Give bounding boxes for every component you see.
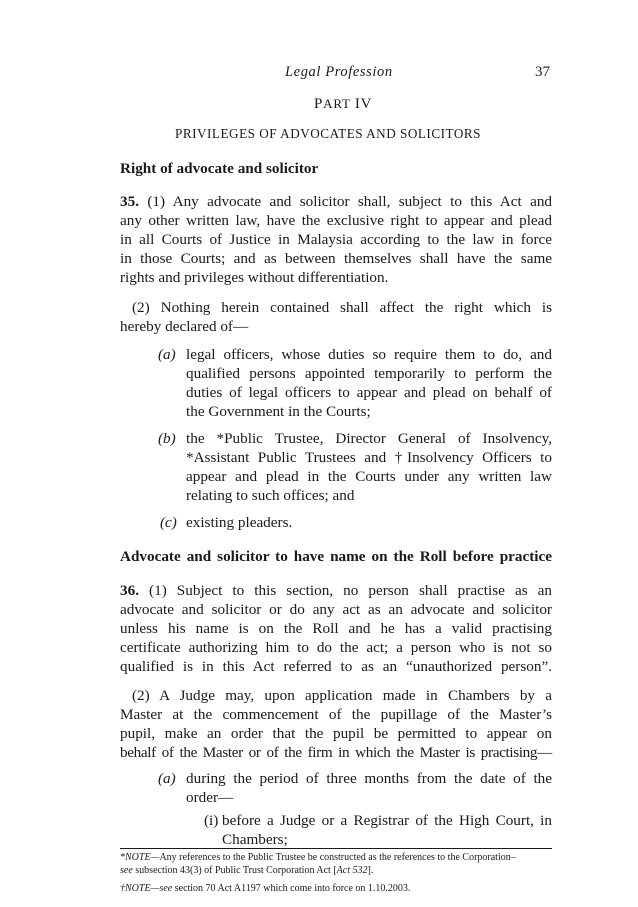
part-title: PRIVILEGES OF ADVOCATES AND SOLICITORS bbox=[175, 126, 481, 141]
section-36-heading: Advocate and solicitor to have name on the Roll before practice bbox=[120, 548, 552, 565]
section-36-p2-line: behalf of the Master or of the firm in which the Master is practising— bbox=[120, 744, 552, 761]
item-b-line: *Assistant Public Trustees and †Insolvency Officers to bbox=[186, 449, 552, 466]
part-number: IV bbox=[354, 96, 373, 112]
footnote-2: †NOTE—see section 70 Act A1197 which come into force on 1.10.2003. bbox=[120, 883, 411, 894]
section-36-p2-line: Master at the commencement of the pupillage of the Master’s bbox=[120, 706, 552, 723]
item-a-line: the Government in the Courts; bbox=[186, 403, 371, 420]
item-36a-line: during the period of three months from the date of the bbox=[186, 770, 552, 787]
section-35-heading: Right of advocate and solicitor bbox=[120, 160, 319, 177]
item-a-line: legal officers, whose duties so require them to do, and bbox=[186, 346, 552, 363]
footnote-1-line-1: *NOTE—Any references to the Public Trustee be constructed as the references to the Corporation– bbox=[120, 852, 516, 863]
part-prefix-rest: ART bbox=[323, 96, 351, 111]
sub-i-line: Chambers; bbox=[222, 831, 288, 848]
section-35-p1-line: 35. (1) Any advocate and solicitor shall, subject to this Act and bbox=[120, 193, 553, 210]
section-36-p1-line: 36. (1) Subject to this section, no person shall practise as an bbox=[120, 582, 552, 599]
item-b-line: the *Public Trustee, Director General of Insolvency, bbox=[186, 430, 552, 447]
footnote-1-line-2: see subsection 43(3) of Public Trust Corporation Act [Act 532]. bbox=[120, 865, 374, 876]
item-c-line: existing pleaders. bbox=[186, 514, 293, 531]
page-number: 37 bbox=[535, 64, 550, 80]
item-36a-label: (a) bbox=[158, 770, 176, 787]
sub-i-line: before a Judge or a Registrar of the High Court, in bbox=[222, 812, 552, 829]
item-b-line: relating to such offices; and bbox=[186, 487, 355, 504]
running-title: Legal Profession bbox=[285, 64, 393, 80]
part-prefix-initial: P bbox=[314, 96, 324, 112]
part-heading bbox=[314, 96, 372, 113]
item-b-label: (b) bbox=[158, 430, 176, 447]
section-36-p1-line: unless his name is on the Roll and he has a valid practising bbox=[120, 620, 552, 637]
section-36-p1-line: qualified is in this Act referred to as an “unauthorized person”. bbox=[120, 658, 552, 675]
sub-i-label: (i) bbox=[204, 812, 219, 829]
item-a-line: qualified persons appointed temporarily to perform the bbox=[186, 365, 552, 382]
item-b-line: appear and plead in the Courts under any written law bbox=[186, 468, 552, 485]
section-35-p1-line: in those Courts; and as between themselves shall have the same bbox=[120, 250, 552, 267]
section-35-p1-line: rights and privileges without differentiation. bbox=[120, 269, 389, 286]
section-35-p2-line: hereby declared of— bbox=[120, 318, 249, 335]
section-35-p1-line: in all Courts of Justice in Malaysia according to the law in force bbox=[120, 231, 552, 248]
item-a-label: (a) bbox=[158, 346, 176, 363]
section-35-p1-line: any other written law, have the exclusive right to appear and plead bbox=[120, 212, 552, 229]
item-a-line: duties of legal officers to appear and plead on behalf of bbox=[186, 384, 552, 401]
section-36-p1-line: advocate and solicitor or do any act as an advocate and solicitor bbox=[120, 601, 552, 618]
section-36-p2-line: pupil, make an order that the pupil be permitted to appear on bbox=[120, 725, 552, 742]
footnote-divider bbox=[120, 848, 552, 849]
section-35-number: 35. bbox=[120, 193, 139, 210]
section-36-number: 36. bbox=[120, 582, 139, 599]
section-35-p2-line: (2) Nothing herein contained shall affect the right which is bbox=[132, 299, 552, 316]
item-36a-line: order— bbox=[186, 789, 234, 806]
section-36-p1-line: certificate authorizing him to do the act; a person who is not so bbox=[120, 639, 552, 656]
section-36-p2-line: (2) A Judge may, upon application made in Chambers by a bbox=[132, 687, 552, 704]
item-c-label: (c) bbox=[160, 514, 177, 531]
